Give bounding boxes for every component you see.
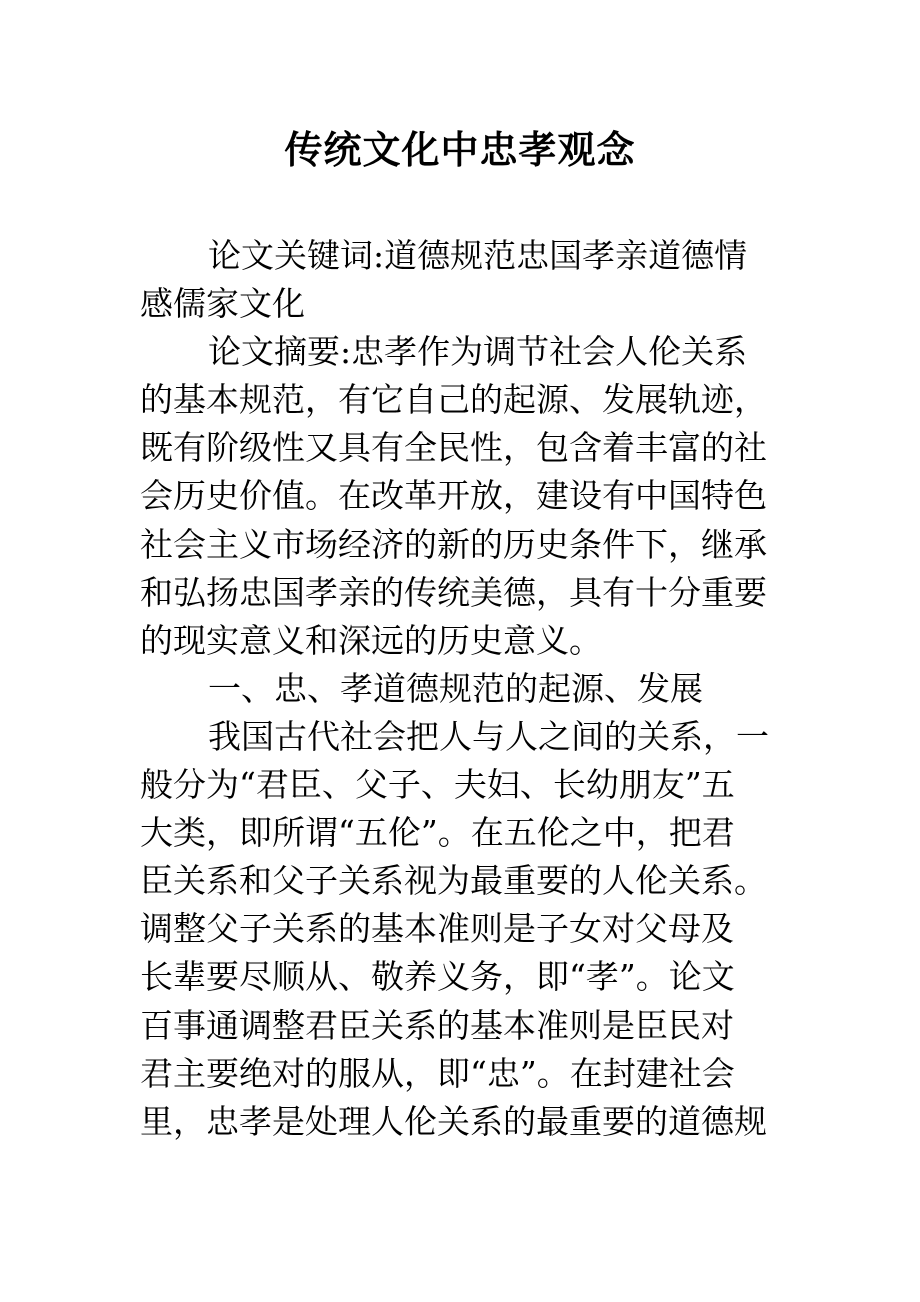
- paragraph-line: 般分为“君臣、父子、夫妇、长幼朋友”五: [140, 765, 735, 805]
- section-heading: 一、忠、孝道德规范的起源、发展: [208, 668, 703, 708]
- paragraph-line: 长辈要尽顺从、敬养义务，即“孝”。论文: [140, 957, 735, 997]
- abstract-line: 社会主义市场经济的新的历史条件下，继承: [140, 524, 767, 564]
- abstract-line: 论文摘要:忠孝作为调节社会人伦关系: [208, 332, 748, 372]
- abstract-line: 既有阶级性又具有全民性，包含着丰富的社: [140, 428, 767, 468]
- paragraph-line: 百事通调整君臣关系的基本准则是臣民对: [140, 1005, 734, 1045]
- keywords-line: 论文关键词:道德规范忠国孝亲道德情: [208, 236, 748, 275]
- abstract-line: 会历史价值。在改革开放，建设有中国特色: [140, 476, 767, 516]
- paragraph-line: 臣关系和父子关系视为最重要的人伦关系。: [140, 861, 767, 901]
- paragraph-line: 大类，即所谓“五伦”。在五伦之中，把君: [140, 813, 735, 853]
- paragraph-line: 调整父子关系的基本准则是子女对父母及: [140, 909, 734, 949]
- document-title: 传统文化中忠孝观念: [284, 127, 636, 172]
- paragraph-line: 里，忠孝是处理人伦关系的最重要的道德规: [140, 1101, 767, 1141]
- abstract-line: 的现实意义和深远的历史意义。: [140, 620, 602, 660]
- paragraph-line: 君主要绝对的服从，即“忠”。在封建社会: [140, 1053, 735, 1093]
- abstract-line: 和弘扬忠国孝亲的传统美德，具有十分重要: [140, 572, 767, 612]
- paragraph-line: 我国古代社会把人与人之间的关系，一: [208, 716, 769, 756]
- abstract-line: 的基本规范，有它自己的起源、发展轨迹，: [140, 380, 767, 420]
- document-body: [140, 232, 820, 1146]
- keywords-line-continued: 感儒家文化: [140, 284, 305, 324]
